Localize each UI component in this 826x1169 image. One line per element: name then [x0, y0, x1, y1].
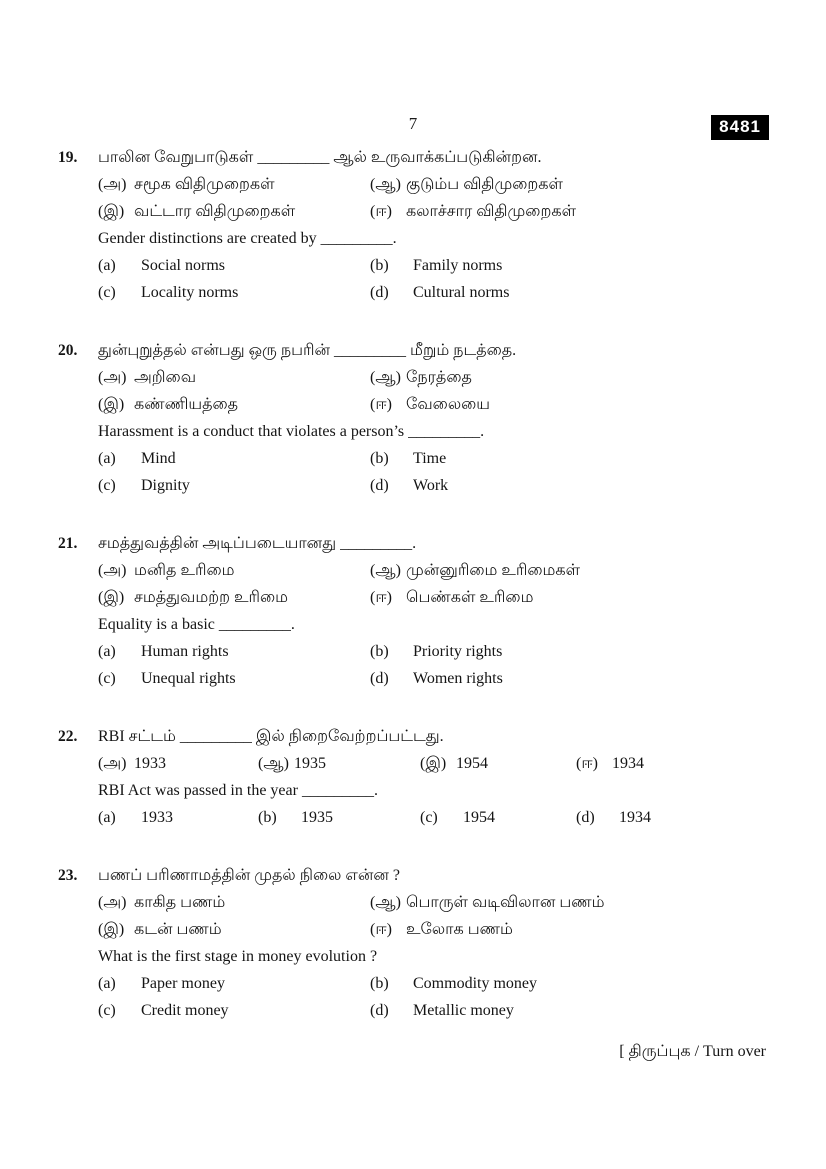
option-c-tamil: [98, 198, 370, 225]
option-text: Credit money: [141, 1002, 229, 1019]
page-number: 7: [408, 114, 418, 133]
option-b-english: [370, 638, 770, 665]
option-text: Commodity money: [413, 975, 537, 992]
option-text: காகித பணம்: [134, 894, 226, 911]
option-text: 1933: [134, 755, 166, 772]
option-b-tamil: [370, 171, 770, 198]
option-text: பெண்கள் உரிமை: [406, 589, 534, 606]
option-a-english: [98, 638, 370, 665]
option-marker: (c): [98, 477, 116, 494]
option-c-english: [98, 997, 370, 1024]
option-marker: (ஈ): [576, 755, 598, 772]
option-marker: (அ): [98, 755, 127, 772]
question-body: [98, 337, 770, 499]
option-a-english: [98, 252, 370, 279]
option-d-tamil: [370, 198, 770, 225]
option-text: உலோக பணம்: [406, 921, 513, 938]
question-text-english: Equality is a basic _________.: [98, 616, 295, 633]
tamil-options: [98, 171, 770, 225]
option-text: மனித உரிமை: [134, 562, 235, 579]
option-marker: (d): [370, 477, 389, 494]
option-text: Unequal rights: [141, 670, 236, 687]
question-text-english: Gender distinctions are created by _________.: [98, 230, 397, 247]
option-b-english: [370, 445, 770, 472]
question-body: [98, 144, 770, 306]
english-options: [98, 804, 770, 831]
tamil-options: [98, 557, 770, 611]
option-d-english: [576, 804, 770, 831]
option-text: 1954: [456, 755, 488, 772]
option-text: Paper money: [141, 975, 225, 992]
option-marker: (a): [98, 809, 116, 826]
paper-code-badge: 8481: [711, 115, 769, 140]
option-a-english: [98, 445, 370, 472]
option-marker: (அ): [98, 176, 127, 193]
option-marker: (b): [370, 450, 389, 467]
option-marker: (d): [370, 284, 389, 301]
question-number: 21.: [58, 535, 78, 552]
question-number: 23.: [58, 867, 78, 884]
option-text: அறிவை: [134, 369, 196, 386]
option-d-english: [370, 665, 770, 692]
question-text-tamil: RBI சட்டம் _________ இல் நிறைவேற்றப்பட்டது.: [98, 728, 444, 745]
option-marker: (இ): [420, 755, 447, 772]
option-marker: (c): [98, 284, 116, 301]
option-text: Metallic money: [413, 1002, 514, 1019]
option-text: Family norms: [413, 257, 503, 274]
option-text: Time: [413, 450, 447, 467]
option-a-english: [98, 804, 258, 831]
question-text-english: Harassment is a conduct that violates a person’s _________.: [98, 423, 485, 440]
question-list: [58, 144, 770, 1055]
question-text-tamil: துன்புறுத்தல் என்பது ஒரு நபரின் _________ மீறும் நடத்தை.: [98, 342, 517, 359]
option-marker: (அ): [98, 894, 127, 911]
question-number: 20.: [58, 342, 78, 359]
option-marker: (d): [576, 809, 595, 826]
option-d-tamil: [370, 391, 770, 418]
option-marker: (ஈ): [370, 203, 392, 220]
option-marker: (b): [370, 257, 389, 274]
question-20: [58, 337, 770, 499]
option-marker: (அ): [98, 369, 127, 386]
option-a-tamil: [98, 889, 370, 916]
option-b-english: [258, 804, 420, 831]
option-marker: (a): [98, 257, 116, 274]
option-marker: (அ): [98, 562, 127, 579]
option-text: Human rights: [141, 643, 229, 660]
question-22: [58, 723, 770, 831]
tamil-options: [98, 889, 770, 943]
english-options: [98, 445, 770, 499]
option-marker: (a): [98, 450, 116, 467]
option-marker: (c): [420, 809, 438, 826]
option-marker: (ஈ): [370, 921, 392, 938]
option-d-tamil: [576, 750, 770, 777]
option-c-english: [98, 279, 370, 306]
option-text: Work: [413, 477, 449, 494]
option-marker: (இ): [98, 396, 125, 413]
option-b-english: [370, 970, 770, 997]
option-text: நேரத்தை: [406, 369, 472, 386]
question-21: [58, 530, 770, 692]
option-marker: (d): [370, 670, 389, 687]
option-text: 1954: [463, 809, 495, 826]
question-text-tamil: பாலின வேறுபாடுகள் _________ ஆல் உருவாக்கப்படுகின்றன.: [98, 149, 542, 166]
option-text: Locality norms: [141, 284, 239, 301]
option-marker: (c): [98, 1002, 116, 1019]
tamil-options: [98, 364, 770, 418]
question-text-english: RBI Act was passed in the year _________.: [98, 782, 378, 799]
question-body: [98, 862, 770, 1024]
option-text: Mind: [141, 450, 176, 467]
option-marker: (d): [370, 1002, 389, 1019]
question-number: 22.: [58, 728, 78, 745]
option-d-english: [370, 997, 770, 1024]
question-text-tamil: பணப் பரிணாமத்தின் முதல் நிலை என்ன ?: [98, 867, 400, 884]
option-marker: (இ): [98, 921, 125, 938]
option-text: பொருள் வடிவிலான பணம்: [406, 894, 605, 911]
option-marker: (ஆ): [370, 176, 401, 193]
option-b-tamil: [258, 750, 420, 777]
option-text: 1933: [141, 809, 173, 826]
option-marker: (ஈ): [370, 396, 392, 413]
option-c-tamil: [420, 750, 576, 777]
option-b-english: [370, 252, 770, 279]
option-text: 1934: [612, 755, 644, 772]
option-c-english: [98, 472, 370, 499]
option-marker: (b): [258, 809, 277, 826]
option-text: கடன் பணம்: [134, 921, 222, 938]
option-marker: (ஆ): [258, 755, 289, 772]
option-marker: (a): [98, 975, 116, 992]
option-a-tamil: [98, 750, 258, 777]
option-marker: (ஆ): [370, 894, 401, 911]
option-marker: (c): [98, 670, 116, 687]
option-text: Cultural norms: [413, 284, 510, 301]
question-body: [98, 530, 770, 692]
option-marker: (b): [370, 975, 389, 992]
option-text: குடும்ப விதிமுறைகள்: [406, 176, 563, 193]
question-text-tamil: சமத்துவத்தின் அடிப்படையானது _________.: [98, 535, 417, 552]
question-text-english: What is the first stage in money evolution ?: [98, 948, 378, 965]
option-c-english: [420, 804, 576, 831]
question-19: [58, 144, 770, 306]
option-text: வேலையை: [406, 396, 490, 413]
option-marker: (ஆ): [370, 562, 401, 579]
option-text: Dignity: [141, 477, 190, 494]
question-body: [98, 723, 770, 831]
option-a-tamil: [98, 364, 370, 391]
question-23: [58, 862, 770, 1024]
option-marker: (இ): [98, 203, 125, 220]
option-c-tamil: [98, 584, 370, 611]
option-text: 1935: [294, 755, 326, 772]
turn-over-note: [ திருப்புக / Turn over: [619, 1043, 766, 1060]
option-text: 1934: [619, 809, 651, 826]
option-d-tamil: [370, 584, 770, 611]
option-marker: (a): [98, 643, 116, 660]
option-a-tamil: [98, 171, 370, 198]
english-options: [98, 970, 770, 1024]
option-text: சமத்துவமற்ற உரிமை: [134, 589, 289, 606]
tamil-options: [98, 750, 770, 777]
english-options: [98, 252, 770, 306]
option-c-tamil: [98, 916, 370, 943]
option-a-tamil: [98, 557, 370, 584]
option-text: Priority rights: [413, 643, 503, 660]
option-d-english: [370, 279, 770, 306]
option-c-english: [98, 665, 370, 692]
option-text: Women rights: [413, 670, 503, 687]
option-text: Social norms: [141, 257, 225, 274]
option-text: முன்னுரிமை உரிமைகள்: [406, 562, 581, 579]
option-text: சமூக விதிமுறைகள்: [134, 176, 275, 193]
option-b-tamil: [370, 557, 770, 584]
option-d-english: [370, 472, 770, 499]
option-marker: (b): [370, 643, 389, 660]
option-d-tamil: [370, 916, 770, 943]
option-text: 1935: [301, 809, 333, 826]
option-marker: (ஆ): [370, 369, 401, 386]
option-b-tamil: [370, 889, 770, 916]
option-text: கலாச்சார விதிமுறைகள்: [406, 203, 576, 220]
option-marker: (ஈ): [370, 589, 392, 606]
option-b-tamil: [370, 364, 770, 391]
english-options: [98, 638, 770, 692]
page-header: [0, 114, 826, 142]
question-number: 19.: [58, 149, 78, 166]
option-text: வட்டார விதிமுறைகள்: [134, 203, 296, 220]
option-a-english: [98, 970, 370, 997]
option-c-tamil: [98, 391, 370, 418]
option-text: கண்ணியத்தை: [134, 396, 239, 413]
option-marker: (இ): [98, 589, 125, 606]
